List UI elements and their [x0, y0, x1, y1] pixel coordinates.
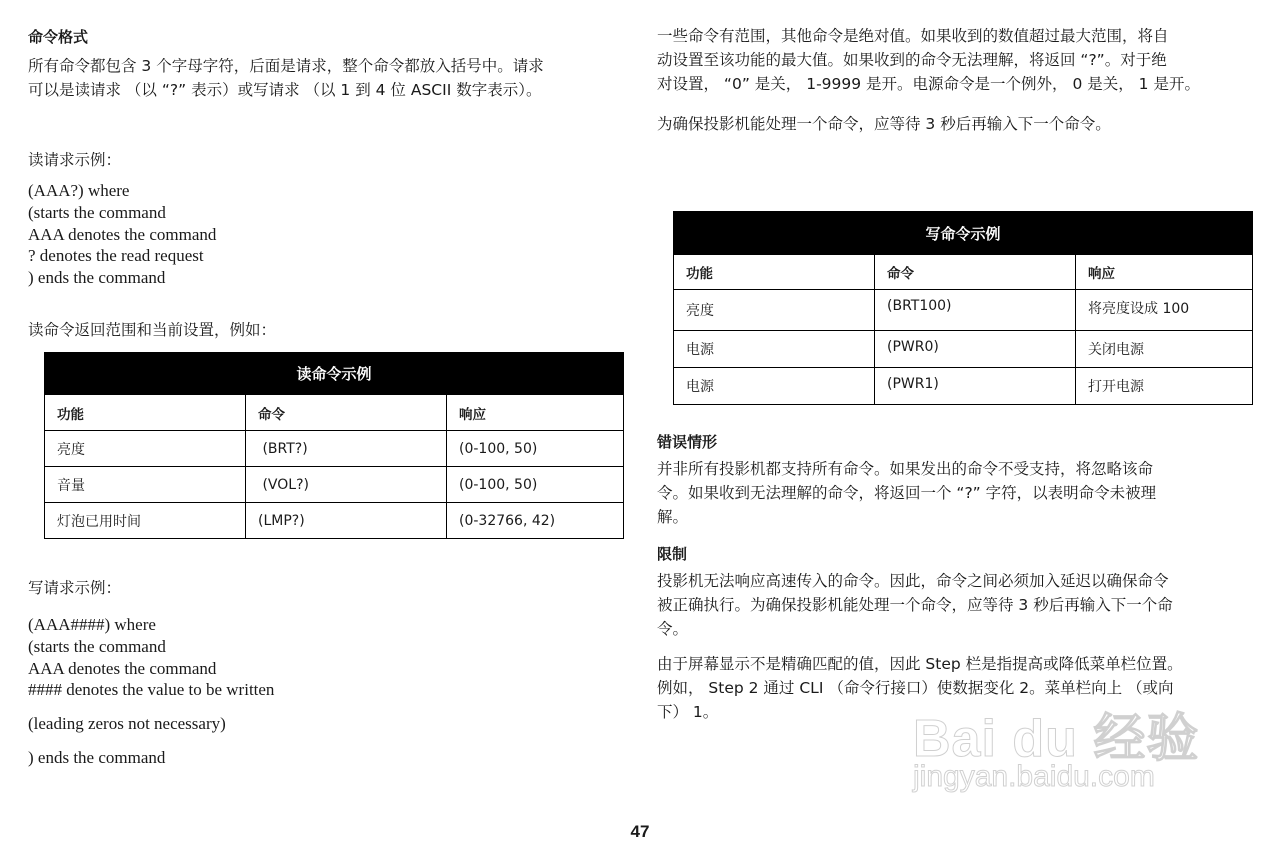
- code-line: (starts the command: [28, 202, 166, 222]
- write-command-table: [673, 211, 1253, 405]
- table-cell: 灯泡已用时间: [45, 503, 246, 539]
- read-example-code: [28, 180, 216, 289]
- code-line: AAA denotes the command: [28, 658, 217, 678]
- table-cell: 音量: [45, 467, 246, 503]
- paragraph-line: 并非所有投影机都支持所有命令。如果发出的命令不受支持，将忽略该命: [657, 460, 1154, 478]
- column-header: 命令: [246, 395, 447, 431]
- watermark-brand: Bai du 经验: [913, 710, 1200, 768]
- column-header: 功能: [45, 395, 246, 431]
- paragraph-line: 对设置， “0” 是关， 1-9999 是开。电源命令是一个例外， 0 是关， 1 是开。: [657, 75, 1200, 93]
- write-example-code: [28, 614, 274, 701]
- table-cell: 将亮度设成 100: [1076, 290, 1253, 331]
- table-cell: 打开电源: [1076, 368, 1253, 405]
- code-line: ) ends the command: [28, 268, 166, 288]
- column-header: 功能: [674, 255, 875, 290]
- table-cell: (BRT100): [875, 290, 1076, 331]
- errors-heading: 错误情形: [657, 433, 718, 451]
- paragraph-line: 投影机无法响应高速传入的命令。因此，命令之间必须加入延迟以确保命令: [657, 572, 1169, 590]
- table-cell: 电源: [674, 331, 875, 368]
- code-line: #### denotes the value to be written: [28, 680, 275, 700]
- column-header: 响应: [447, 395, 624, 431]
- command-format-heading: 命令格式: [28, 28, 89, 46]
- table-row: [45, 431, 624, 467]
- table-title: 写命令示例: [674, 212, 1253, 255]
- read-return-text: 读命令返回范围和当前设置，例如：: [28, 321, 277, 339]
- table-cell: (LMP?): [246, 503, 447, 539]
- table-cell: 电源: [674, 368, 875, 405]
- page-number: 47: [630, 822, 650, 841]
- table-cell: (PWR0): [875, 331, 1076, 368]
- table-cell: (VOL?): [246, 467, 447, 503]
- code-line: (AAA####) where: [28, 615, 156, 634]
- limits-heading: 限制: [657, 545, 688, 563]
- step-paragraph: [657, 652, 1183, 724]
- table-cell: 亮度: [674, 290, 875, 331]
- paragraph-line: 可以是读请求 （以 “?” 表示）或写请求 （以 1 到 4 位 ASCII 数字表示）。: [28, 81, 542, 99]
- command-format-paragraph: [28, 54, 544, 102]
- paragraph-line: 解。: [657, 508, 689, 526]
- table-cell: (0-100, 50): [447, 431, 624, 467]
- read-example-label: 读请求示例：: [28, 151, 122, 169]
- ends-command-note: ) ends the command: [28, 748, 166, 767]
- column-header: 响应: [1076, 255, 1253, 290]
- table-cell: (0-32766, 42): [447, 503, 624, 539]
- watermark-url: jingyan.baidu.com: [913, 760, 1155, 793]
- paragraph-line: 令。: [657, 620, 689, 638]
- paragraph-line: 被正确执行。为确保投影机能处理一个命令，应等待 3 秒后再输入下一个命: [657, 596, 1173, 614]
- paragraph-line: 一些命令有范围，其他命令是绝对值。如果收到的数值超过最大范围，将自: [657, 27, 1169, 45]
- code-line: ? denotes the read request: [28, 246, 204, 266]
- code-line: AAA denotes the command: [28, 224, 217, 244]
- table-row: [674, 331, 1253, 368]
- leading-zeros-note: (leading zeros not necessary): [28, 714, 226, 733]
- paragraph-line: 令。如果收到无法理解的命令，将返回一个 “?” 字符，以表明命令未被理: [657, 484, 1157, 502]
- table-cell: (BRT?): [246, 431, 447, 467]
- table-cell: (PWR1): [875, 368, 1076, 405]
- paragraph-line: 下） 1。: [657, 703, 719, 721]
- table-cell: 关闭电源: [1076, 331, 1253, 368]
- table-row: [674, 290, 1253, 331]
- paragraph-line: 由于屏幕显示不是精确匹配的值，因此 Step 栏是指提高或降低菜单栏位置。: [657, 655, 1183, 673]
- limits-paragraph: [657, 569, 1173, 641]
- table-row: [45, 503, 624, 539]
- errors-paragraph: [657, 457, 1156, 529]
- code-line: (starts the command: [28, 636, 166, 656]
- paragraph-line: 动设置至该功能的最大值。如果收到的命令无法理解，将返回 “?”。对于绝: [657, 51, 1167, 69]
- table-row: [674, 368, 1253, 405]
- paragraph-line: 所有命令都包含 3 个字母字符，后面是请求，整个命令都放入括号中。请求: [28, 57, 544, 75]
- write-example-label: 写请求示例：: [28, 579, 122, 597]
- code-line: (AAA?) where: [28, 181, 130, 200]
- paragraph-line: 例如， Step 2 通过 CLI （命令行接口）使数据变化 2。菜单栏向上 （或向: [657, 679, 1174, 697]
- wait-paragraph: 为确保投影机能处理一个命令，应等待 3 秒后再输入下一个命令。: [657, 115, 1111, 133]
- table-cell: (0-100, 50): [447, 467, 624, 503]
- read-command-table: [44, 352, 624, 539]
- column-header: 命令: [875, 255, 1076, 290]
- range-paragraph: [657, 24, 1200, 96]
- table-title: 读命令示例: [45, 353, 624, 395]
- table-cell: 亮度: [45, 431, 246, 467]
- table-row: [45, 467, 624, 503]
